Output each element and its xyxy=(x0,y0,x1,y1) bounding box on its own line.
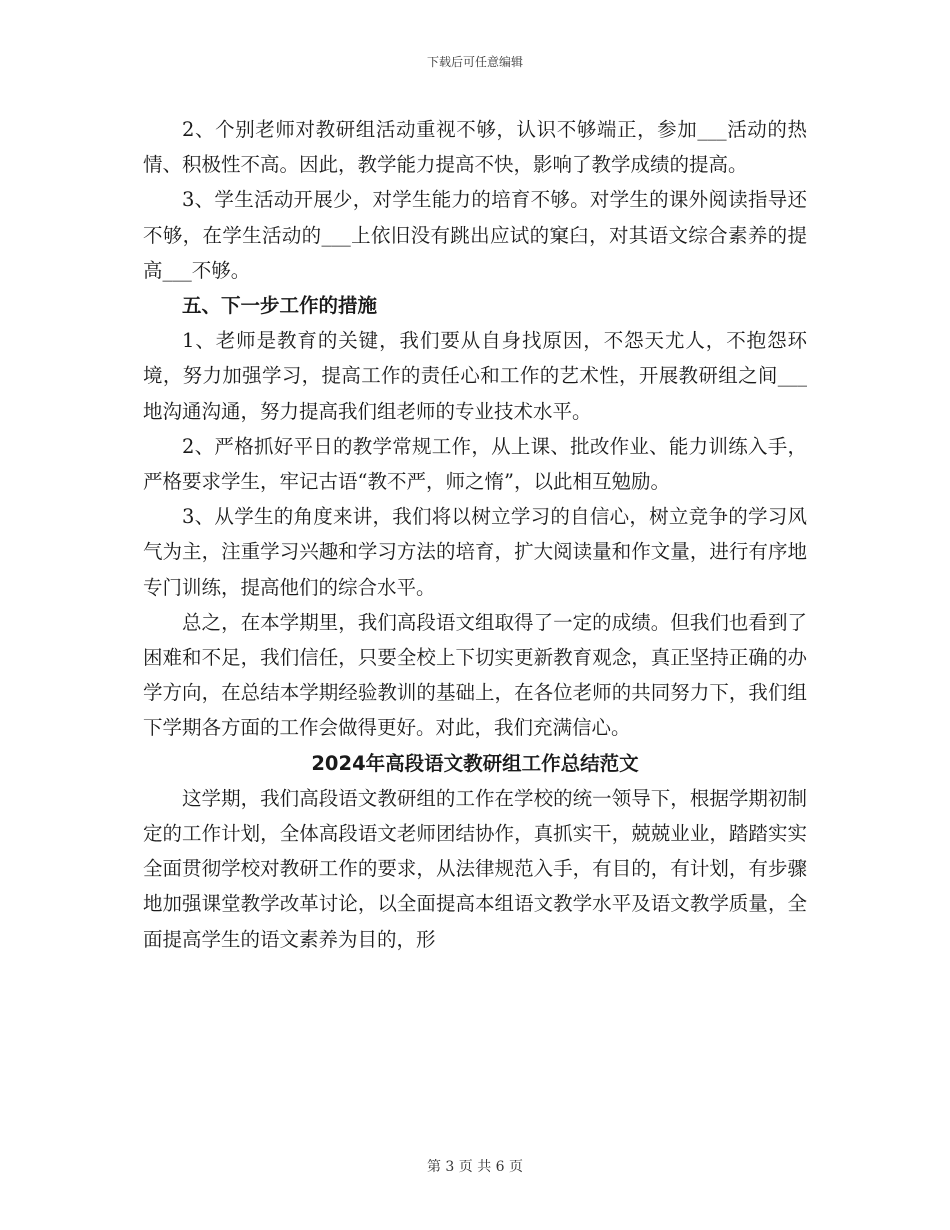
article-title: 2024年高段语文教研组工作总结范文 xyxy=(311,751,639,775)
paragraph-3-issue: 3、学生活动开展少，对学生能力的培育不够。对学生的课外阅读指导还不够，在学生活动的___上依旧没有跳出应试的窠臼，对其语文综合素养的提高___不够。 xyxy=(143,188,807,282)
document-body xyxy=(143,112,807,957)
paragraph-2-issue: 2、个别老师对教研组活动重视不够，认识不够端正，参加___活动的热情、积极性不高。因此，教学能力提高不快，影响了教学成绩的提高。 xyxy=(143,118,807,177)
paragraph-measure-3: 3、从学生的角度来讲，我们将以树立学习的自信心，树立竞争的学习风气为主，注重学习兴趣和学习方法的培育，扩大阅读量和作文量，进行有序地专门训练，提高他们的综合水平。 xyxy=(143,505,807,599)
paragraph-measure-2: 2、严格抓好平日的教学常规工作，从上课、批改作业、能力训练入手，严格要求学生，牢记古语“教不严，师之惰”，以此相互勉励。 xyxy=(143,434,807,494)
page-header: 下载后可任意编辑 xyxy=(426,55,523,69)
section-heading-next-steps: 五、下一步工作的措施 xyxy=(182,294,378,318)
paragraph-conclusion: 总之，在本学期里，我们高段语文组取得了一定的成绩。但我们也看到了困难和不足，我们信任，只要全校上下切实更新教育观念，真正坚持正确的办学方向，在总结本学期经验教训的基础上，在各位老师的共同努力下，我们组下学期各方面的工作会做得更好。对此，我们充满信心。 xyxy=(143,610,807,740)
paragraph-intro: 这学期，我们高段语文教研组的工作在学校的统一领导下，根据学期初制定的工作计划，全体高段语文老师团结协作，真抓实干，兢兢业业，踏踏实实全面贯彻学校对教研工作的要求，从法律规范入手，有目的，有计划，有步骤地加强课堂教学改革讨论，以全面提高本组语文教学水平及语文教学质量，全面提高学生的语文素养为目的，形 xyxy=(143,786,807,951)
paragraph-measure-1: 1、老师是教育的关键，我们要从自身找原因，不怨天尤人，不抱怨环境，努力加强学习，提高工作的责任心和工作的艺术性，开展教研组之间___地沟通沟通，努力提高我们组老师的专业技术水平。 xyxy=(143,329,807,423)
page-footer: 第 3 页 共 6 页 xyxy=(426,1159,524,1175)
